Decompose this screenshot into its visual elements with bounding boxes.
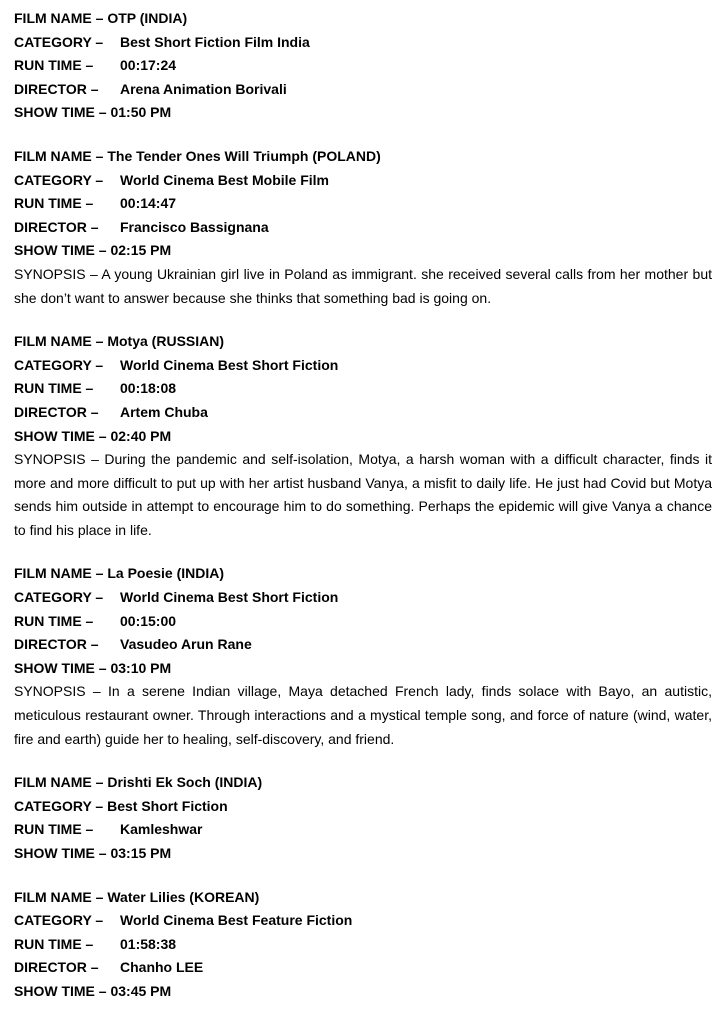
show-time-line [14, 239, 714, 263]
show-time-label: SHOW TIME – [14, 659, 111, 676]
film-name-value: The Tender Ones Will Triumph (POLAND) [107, 147, 381, 164]
run-time-value: 00:14:47 [120, 195, 177, 212]
film-name-label: FILM NAME – [14, 10, 108, 26]
category-line [14, 909, 714, 933]
show-time-value: 03:45 PM [110, 982, 172, 999]
show-time-value: 03:15 PM [110, 845, 172, 861]
film-entry [14, 145, 714, 310]
category-line [14, 586, 714, 610]
film-name-line [14, 771, 714, 795]
film-name-value: Motya (RUSSIAN) [107, 333, 225, 350]
category-label: CATEGORY – [14, 356, 104, 373]
director-line [14, 956, 714, 980]
show-time-label: SHOW TIME – [14, 427, 111, 444]
film-name-line [14, 886, 714, 910]
director-value: Artem Chuba [120, 403, 208, 420]
show-time-label: SHOW TIME – [14, 982, 111, 999]
director-label: DIRECTOR – [14, 636, 99, 653]
run-time-line [14, 54, 714, 78]
run-time-value: 00:15:00 [120, 612, 177, 629]
film-schedule-document [14, 7, 714, 1024]
synopsis [14, 448, 712, 542]
film-name-line [14, 7, 714, 31]
director-line [14, 633, 714, 657]
film-name-value: La Poesie (INDIA) [107, 565, 225, 582]
film-name-line [14, 145, 714, 169]
category-label: CATEGORY – [14, 589, 104, 606]
film-entry [14, 330, 714, 542]
category-line [14, 795, 714, 819]
film-name-line [14, 330, 714, 354]
category-label: CATEGORY – [14, 797, 108, 814]
film-entry [14, 7, 714, 125]
synopsis [14, 263, 712, 310]
category-value: World Cinema Best Short Fiction [120, 356, 339, 373]
run-time-line [14, 818, 714, 842]
film-name-value: OTP (INDIA) [107, 10, 188, 26]
film-entry [14, 886, 714, 1004]
film-name-value: Water Lilies (KOREAN) [107, 888, 260, 905]
director-line [14, 78, 714, 102]
director-value: Chanho LEE [120, 959, 204, 976]
run-time-label: RUN TIME – [14, 935, 94, 952]
category-label: CATEGORY – [14, 912, 104, 929]
synopsis [14, 680, 712, 751]
synopsis-text: In a serene Indian village, Maya detached French lady, finds solace with Bayo, an autistic, meticulous restaurant owner. Through interactions and a mystical temple song, and force of nature (wind, water, fire and earth) guide her to healing, self-discovery, and friend. [14, 683, 712, 747]
film-name-label: FILM NAME – [14, 333, 108, 350]
run-time-value: 00:18:08 [120, 380, 177, 397]
show-time-value: 03:10 PM [110, 659, 172, 676]
run-time-value: Kamleshwar [120, 821, 203, 838]
show-time-value: 01:50 PM [110, 104, 172, 121]
show-time-line [14, 980, 714, 1004]
category-line [14, 31, 714, 55]
director-label: DIRECTOR – [14, 80, 99, 97]
show-time-label: SHOW TIME – [14, 845, 111, 861]
run-time-label: RUN TIME – [14, 612, 94, 629]
run-time-label: RUN TIME – [14, 57, 94, 74]
category-value: World Cinema Best Mobile Film [120, 171, 329, 188]
show-time-line [14, 657, 714, 681]
run-time-value: 01:58:38 [120, 935, 177, 952]
director-line [14, 401, 714, 425]
film-entry [14, 562, 714, 751]
film-name-label: FILM NAME – [14, 888, 108, 905]
show-time-value: 02:15 PM [110, 242, 172, 259]
film-name-label: FILM NAME – [14, 774, 108, 791]
director-value: Vasudeo Arun Rane [120, 636, 252, 653]
run-time-label: RUN TIME – [14, 380, 94, 397]
director-value: Arena Animation Borivali [120, 80, 287, 97]
category-line [14, 354, 714, 378]
category-value: World Cinema Best Short Fiction [120, 589, 339, 606]
show-time-line [14, 842, 714, 866]
director-value: Francisco Bassignana [120, 218, 269, 235]
film-name-label: FILM NAME – [14, 565, 108, 582]
show-time-label: SHOW TIME – [14, 242, 111, 259]
synopsis-text: A young Ukrainian girl live in Poland as immigrant. she received several calls from her mother but she don’t want to answer because she thinks that something bad is going on. [14, 265, 713, 306]
category-label: CATEGORY – [14, 33, 104, 50]
show-time-line [14, 101, 714, 125]
show-time-label: SHOW TIME – [14, 104, 111, 121]
category-line [14, 169, 714, 193]
category-label: CATEGORY – [14, 171, 104, 188]
director-label: DIRECTOR – [14, 218, 99, 235]
synopsis-text: During the pandemic and self-isolation, Motya, a harsh woman with a difficult character, finds it more and more difficult to put up with her artist husband Vanya, a misfit to daily life. He just had Covid but Motya sends him outside in attempt to encourage him to do something. Perhaps the epidemic will give Vanya a chance to find his place in life. [14, 451, 712, 538]
run-time-value: 00:17:24 [120, 57, 177, 74]
show-time-value: 02:40 PM [110, 427, 172, 444]
category-value: Best Short Fiction [107, 797, 228, 814]
show-time-line [14, 425, 714, 449]
film-name-line [14, 562, 714, 586]
synopsis-label: SYNOPSIS – [14, 683, 108, 700]
director-label: DIRECTOR – [14, 403, 99, 420]
run-time-line [14, 610, 714, 634]
film-entry [14, 771, 714, 865]
category-value: Best Short Fiction Film India [120, 33, 310, 50]
run-time-label: RUN TIME – [14, 195, 94, 212]
run-time-line [14, 933, 714, 957]
run-time-line [14, 377, 714, 401]
run-time-label: RUN TIME – [14, 821, 94, 838]
synopsis-label: SYNOPSIS – [14, 451, 105, 468]
film-name-value: Drishti Ek Soch (INDIA) [107, 774, 263, 791]
film-name-label: FILM NAME – [14, 147, 108, 164]
synopsis-label: SYNOPSIS – [14, 265, 102, 282]
director-label: DIRECTOR – [14, 959, 99, 976]
category-value: World Cinema Best Feature Fiction [120, 912, 353, 929]
director-line [14, 216, 714, 240]
run-time-line [14, 192, 714, 216]
